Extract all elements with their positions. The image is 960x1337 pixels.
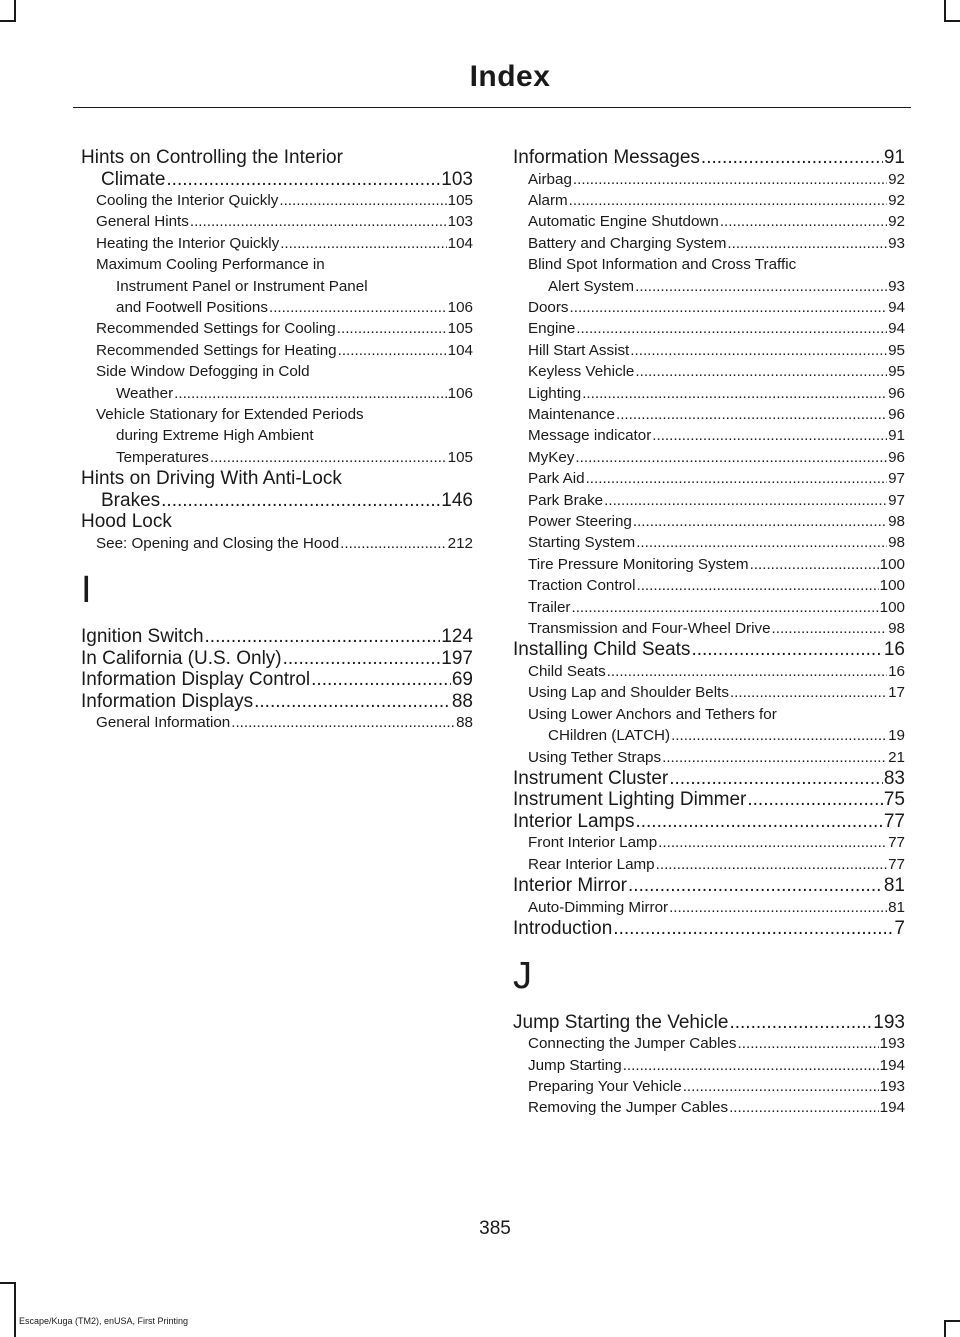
index-entry [513, 639, 905, 661]
index-subentry [513, 425, 905, 446]
index-subentry [513, 682, 905, 703]
index-entry [81, 169, 473, 191]
dot-leader [338, 340, 447, 361]
entry-page: 88 [451, 690, 473, 712]
index-subentry [513, 532, 905, 553]
index-subentry [513, 575, 905, 596]
dot-leader [337, 318, 447, 339]
entry-page: 193 [873, 1011, 905, 1033]
entry-label: Park Brake [528, 491, 604, 509]
dot-leader [635, 811, 882, 833]
entry-page: 98 [888, 620, 905, 638]
dot-leader [730, 682, 887, 703]
crop-mark-top-left-v [14, 0, 16, 22]
dot-leader [340, 533, 446, 554]
section-letter: J [513, 954, 532, 997]
entry-page: 21 [888, 748, 905, 766]
dot-leader [190, 211, 447, 232]
entry-label: General Information [96, 714, 231, 732]
entry-page: 100 [879, 598, 905, 616]
index-subentry [81, 533, 473, 554]
entry-page: 77 [888, 834, 905, 852]
entry-label: Auto-Dimming Mirror [528, 898, 669, 916]
dot-leader [636, 532, 887, 553]
entry-label: Information Messages [513, 147, 700, 168]
dot-leader [613, 918, 893, 940]
crop-mark-top-left-h [0, 20, 16, 22]
dot-leader [623, 1055, 879, 1076]
dot-leader [607, 661, 887, 682]
dot-leader [669, 768, 883, 790]
entry-page: 17 [888, 684, 905, 702]
index-entry [513, 1012, 905, 1034]
dot-leader [166, 169, 440, 191]
entry-label: Using Tether Straps [528, 748, 662, 766]
entry-page: 98 [888, 513, 905, 530]
entry-label: Climate [101, 168, 166, 190]
crop-mark-bottom-right-h [944, 1320, 960, 1322]
entry-page: 104 [447, 341, 473, 359]
entry-page: 100 [879, 555, 905, 573]
index-entry [81, 648, 473, 670]
index-subentry [513, 1033, 905, 1054]
index-subentry [81, 340, 473, 361]
entry-page: 16 [883, 639, 905, 661]
entry-page: 92 [888, 191, 905, 209]
dot-leader [586, 468, 888, 489]
entry-page: 97 [888, 491, 905, 509]
entry-label: Introduction [513, 918, 613, 940]
dot-leader [701, 147, 883, 169]
section-letter: I [81, 569, 92, 612]
entry-label: Instrument Cluster [513, 767, 669, 789]
index-subentry [513, 190, 905, 211]
entry-page: 92 [888, 170, 905, 188]
index-subentry [513, 447, 905, 468]
entry-page: 104 [447, 234, 473, 252]
index-entry [513, 811, 905, 833]
index-subentry-line: Instrument Panel or Instrument Panel [116, 277, 368, 295]
entry-label: Jump Starting the Vehicle [513, 1011, 729, 1033]
entry-page: 193 [879, 1078, 905, 1095]
entry-page: 95 [888, 341, 905, 359]
index-subentry [513, 897, 905, 918]
entry-label: Power Steering [528, 513, 632, 530]
index-subentry-line: during Extreme High Ambient [116, 427, 314, 445]
entry-page: 96 [888, 405, 905, 423]
entry-label: See: Opening and Closing the Hood [96, 534, 340, 552]
entry-label: CHildren (LATCH) [548, 727, 671, 745]
index-subentry [81, 190, 473, 211]
entry-label: Recommended Settings for Cooling [96, 320, 336, 338]
index-subentry [513, 490, 905, 511]
index-entry [81, 490, 473, 512]
entry-label: General Hints [96, 213, 189, 231]
index-subentry-line: Side Window Defogging in Cold [96, 363, 310, 381]
dot-leader [729, 1097, 879, 1118]
entry-page: 81 [883, 875, 905, 897]
dot-leader [727, 233, 887, 254]
index-subentry [81, 297, 473, 318]
index-subentry [513, 597, 905, 618]
entry-page: 91 [883, 147, 905, 168]
dot-leader [582, 383, 887, 404]
index-subentry [513, 854, 905, 875]
entry-label: Tire Pressure Monitoring System [528, 555, 749, 573]
entry-page: 96 [888, 448, 905, 466]
dot-leader [254, 691, 451, 713]
entry-label: Installing Child Seats [513, 639, 691, 661]
entry-label: Cooling the Interior Quickly [96, 192, 279, 209]
entry-page: 69 [451, 669, 473, 691]
dot-leader [205, 626, 441, 648]
index-subentry [81, 383, 473, 404]
entry-label: Trailer [528, 598, 571, 616]
index-subentry [81, 318, 473, 339]
entry-page: 105 [447, 192, 473, 209]
entry-label: Traction Control [528, 577, 636, 595]
dot-leader [683, 1076, 879, 1097]
dot-leader [750, 554, 879, 575]
entry-label: Information Displays [81, 690, 254, 712]
entry-label: Alert System [548, 277, 635, 295]
index-subentry [81, 712, 473, 733]
entry-label: Battery and Charging System [528, 234, 727, 252]
index-column-right [513, 147, 905, 1119]
index-column-left [81, 147, 473, 734]
dot-leader [576, 318, 887, 339]
entry-page: 194 [879, 1099, 905, 1117]
index-subentry [81, 447, 473, 468]
entry-page: 96 [888, 384, 905, 402]
entry-page: 81 [888, 898, 905, 916]
index-subentry-line: Using Lower Anchors and Tethers for [528, 705, 777, 723]
index-subentry [513, 211, 905, 232]
entry-label: Heating the Interior Quickly [96, 234, 280, 252]
entry-page: 193 [879, 1035, 905, 1053]
index-subentry [513, 468, 905, 489]
index-entry [81, 626, 473, 648]
entry-page: 16 [888, 662, 905, 680]
index-subentry [513, 404, 905, 425]
entry-label: Maintenance [528, 405, 615, 423]
entry-label: In California (U.S. Only) [81, 647, 282, 669]
entry-page: 83 [883, 767, 905, 789]
index-entry [513, 789, 905, 811]
entry-page: 146 [441, 489, 473, 511]
index-subentry [513, 1076, 905, 1097]
dot-leader [662, 747, 887, 768]
entry-label: Child Seats [528, 662, 606, 680]
entry-page: 97 [888, 470, 905, 488]
dot-leader [635, 276, 887, 297]
dot-leader [628, 875, 883, 897]
index-subentry [81, 211, 473, 232]
index-subentry-line: Blind Spot Information and Cross Traffic [528, 256, 797, 274]
entry-page: 212 [447, 534, 473, 552]
entry-label: Doors [528, 298, 569, 316]
entry-label: Starting System [528, 534, 636, 552]
entry-page: 103 [441, 168, 473, 190]
dot-leader [729, 1012, 872, 1034]
entry-label: Connecting the Jumper Cables [528, 1035, 737, 1053]
dot-leader [633, 511, 887, 532]
dot-leader [573, 169, 887, 190]
entry-page: 197 [441, 647, 473, 669]
dot-leader [283, 648, 441, 670]
dot-leader [747, 789, 882, 811]
index-subentry [513, 361, 905, 382]
entry-page: 88 [456, 714, 473, 732]
index-entry [513, 875, 905, 897]
dot-leader [210, 447, 447, 468]
entry-page: 95 [888, 363, 905, 381]
index-subentry [513, 618, 905, 639]
entry-label: Using Lap and Shoulder Belts [528, 684, 729, 702]
entry-label: Interior Mirror [513, 875, 628, 897]
index-subentry [513, 661, 905, 682]
index-subentry [513, 511, 905, 532]
index-subentry-line: Vehicle Stationary for Extended Periods [96, 406, 364, 424]
dot-leader [652, 425, 887, 446]
dot-leader [635, 361, 887, 382]
entry-label: Ignition Switch [81, 626, 204, 648]
entry-label: Automatic Engine Shutdown [528, 213, 719, 231]
index-subentry [513, 554, 905, 575]
entry-label: Preparing Your Vehicle [528, 1078, 682, 1095]
index-subentry [513, 832, 905, 853]
entry-label: Temperatures [116, 448, 209, 466]
entry-label: Hill Start Assist [528, 341, 630, 359]
footer-text: Escape/Kuga (TM2), enUSA, First Printing [19, 1316, 189, 1326]
index-entry [81, 669, 473, 691]
entry-label: Weather [116, 384, 174, 402]
entry-label: Engine [528, 320, 576, 338]
index-entry [81, 691, 473, 713]
entry-label: Brakes [101, 489, 161, 511]
entry-page: 100 [879, 577, 905, 595]
crop-mark-top-right-h [944, 20, 960, 22]
index-subentry [513, 747, 905, 768]
index-entry [513, 918, 905, 940]
index-subentry [513, 1055, 905, 1076]
entry-label: Rear Interior Lamp [528, 855, 655, 873]
dot-leader [575, 447, 887, 468]
index-entry-heading: Hood Lock [81, 511, 172, 533]
entry-page: 77 [883, 810, 905, 832]
entry-label: Keyless Vehicle [528, 363, 635, 381]
header-rule [73, 107, 911, 108]
index-entry-heading: Hints on Driving With Anti-Lock [81, 468, 342, 490]
dot-leader [604, 490, 887, 511]
entry-label: Jump Starting [528, 1056, 622, 1074]
entry-label: Lighting [528, 384, 582, 402]
index-entry [513, 768, 905, 790]
dot-leader [269, 297, 447, 318]
entry-label: Removing the Jumper Cables [528, 1099, 729, 1117]
dot-leader [616, 404, 887, 425]
crop-mark-bottom-left-v [14, 1282, 16, 1337]
dot-leader [671, 725, 887, 746]
dot-leader [669, 897, 887, 918]
entry-page: 106 [447, 299, 473, 317]
entry-page: 77 [888, 855, 905, 873]
entry-page: 194 [879, 1056, 905, 1074]
dot-leader [738, 1033, 879, 1054]
crop-mark-bottom-right-v [944, 1320, 946, 1337]
dot-leader [279, 190, 446, 211]
entry-page: 94 [888, 298, 905, 316]
dot-leader [720, 211, 887, 232]
dot-leader [772, 618, 888, 639]
entry-page: 103 [447, 213, 473, 231]
page-title: Index [469, 60, 551, 93]
dot-leader [161, 490, 440, 512]
entry-label: Interior Lamps [513, 810, 635, 832]
page-number: 385 [479, 1218, 511, 1239]
entry-page: 94 [888, 320, 905, 338]
entry-label: and Footwell Positions [116, 299, 268, 317]
index-subentry [513, 383, 905, 404]
crop-mark-bottom-left-h [0, 1282, 16, 1284]
entry-page: 7 [894, 918, 905, 940]
crop-mark-top-right-v [944, 0, 946, 22]
entry-label: Park Aid [528, 470, 585, 488]
entry-page: 19 [888, 727, 905, 745]
index-subentry [513, 318, 905, 339]
entry-label: MyKey [528, 448, 575, 466]
entry-page: 98 [888, 534, 905, 552]
dot-leader [570, 297, 888, 318]
index-entry [513, 147, 905, 169]
entry-label: Alarm [528, 191, 568, 209]
entry-page: 105 [447, 448, 473, 466]
entry-page: 91 [888, 427, 905, 445]
entry-page: 105 [447, 320, 473, 338]
dot-leader [174, 383, 447, 404]
entry-label: Instrument Lighting Dimmer [513, 789, 747, 811]
index-entry-heading: Hints on Controlling the Interior [81, 147, 343, 168]
entry-label: Front Interior Lamp [528, 834, 658, 852]
index-subentry-line: Maximum Cooling Performance in [96, 256, 325, 274]
dot-leader [280, 233, 446, 254]
dot-leader [571, 597, 878, 618]
entry-label: Information Display Control [81, 669, 311, 691]
entry-page: 93 [888, 234, 905, 252]
dot-leader [636, 575, 878, 596]
entry-page: 75 [883, 789, 905, 811]
dot-leader [630, 340, 887, 361]
dot-leader [658, 832, 887, 853]
index-subentry [513, 276, 905, 297]
dot-leader [311, 669, 451, 691]
index-subentry [513, 1097, 905, 1118]
dot-leader [656, 854, 887, 875]
entry-page: 124 [441, 626, 473, 648]
entry-page: 106 [447, 384, 473, 402]
entry-label: Recommended Settings for Heating [96, 341, 337, 359]
entry-label: Message indicator [528, 427, 652, 445]
index-subentry [513, 169, 905, 190]
dot-leader [569, 190, 887, 211]
entry-label: Airbag [528, 170, 572, 188]
index-subentry [513, 340, 905, 361]
index-subentry [513, 233, 905, 254]
entry-page: 93 [888, 277, 905, 295]
dot-leader [691, 639, 882, 661]
entry-page: 92 [888, 213, 905, 231]
entry-label: Transmission and Four-Wheel Drive [528, 620, 771, 638]
index-subentry [513, 297, 905, 318]
dot-leader [231, 712, 455, 733]
index-subentry [81, 233, 473, 254]
index-subentry [513, 725, 905, 746]
